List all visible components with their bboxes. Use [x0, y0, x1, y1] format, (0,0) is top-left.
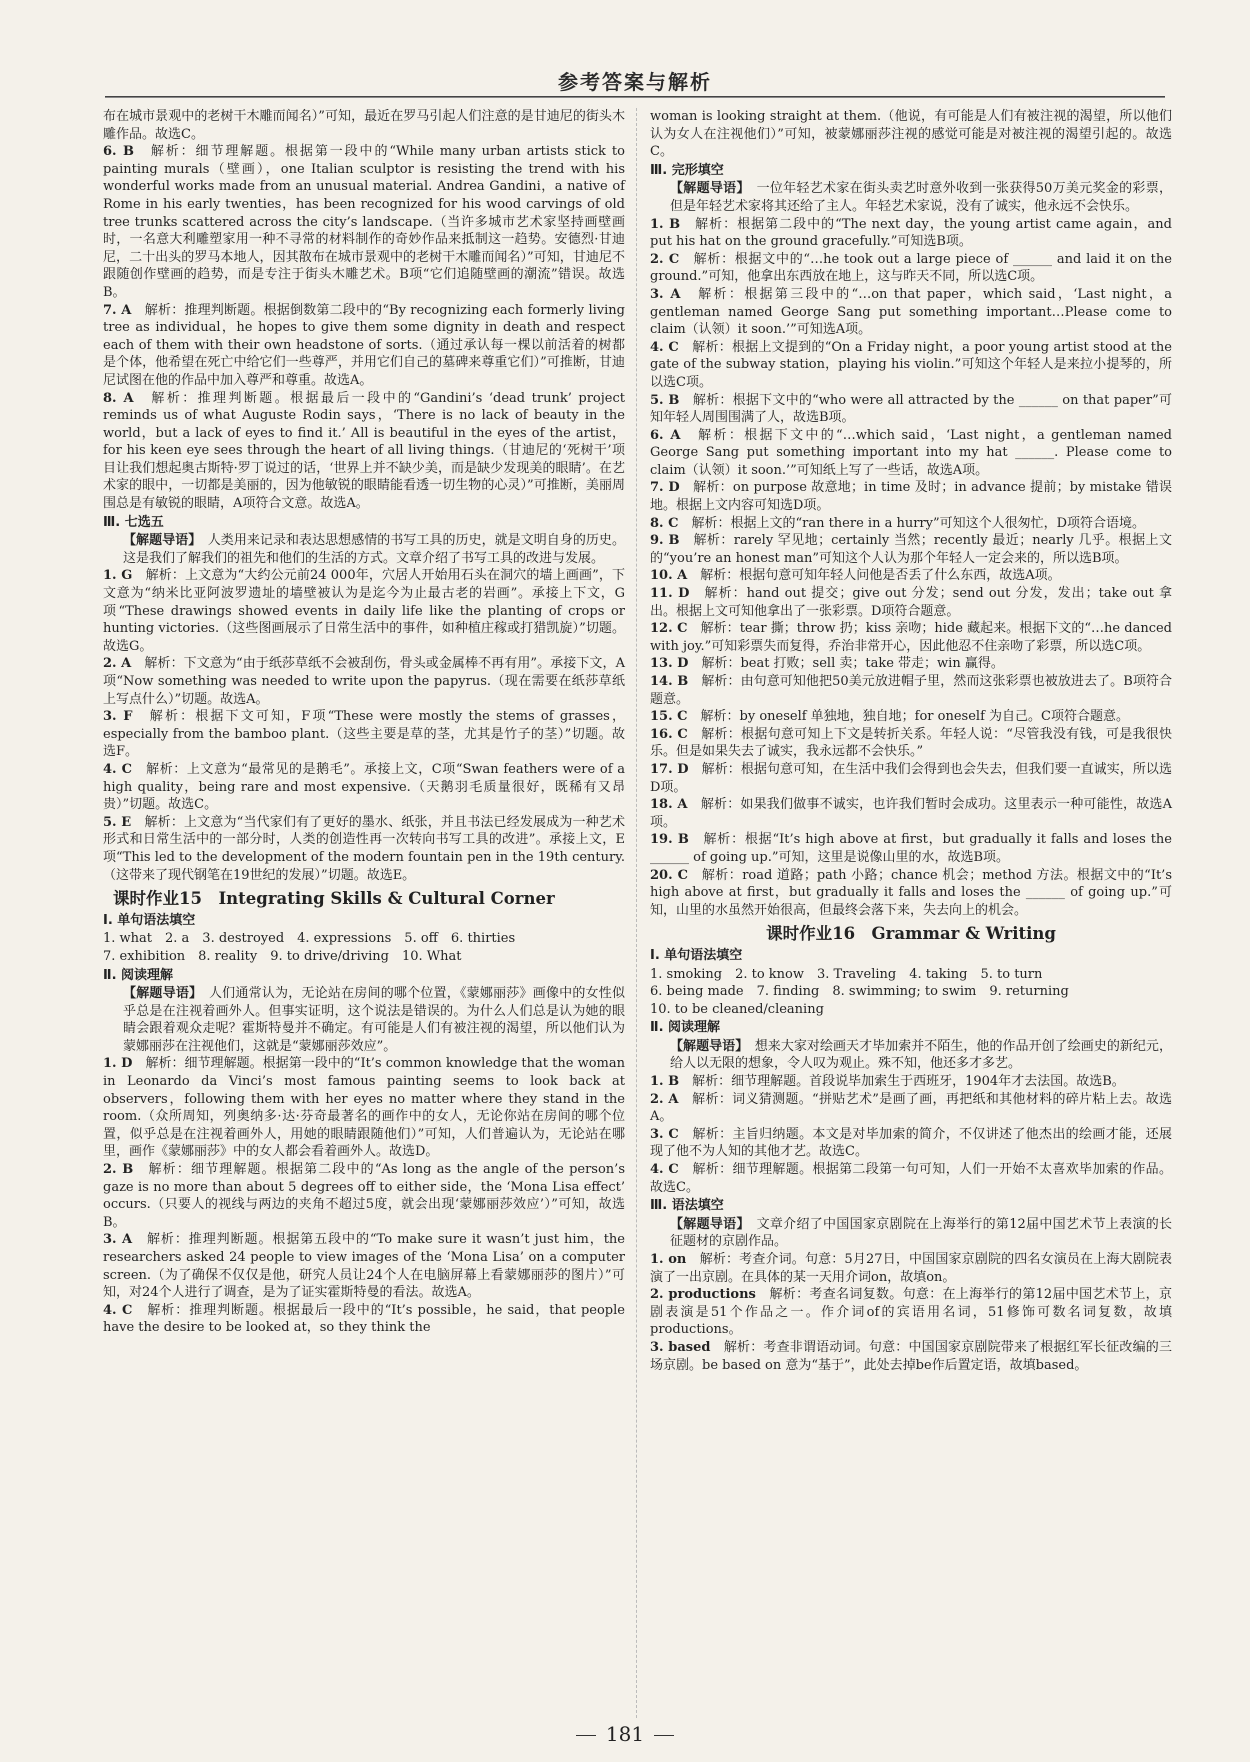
answer-item	[650, 1161, 1172, 1196]
answer-explanation: 解析：细节理解题。根据第二段中的“As long as the angle of the person’s gaze is no more than about 5 degrees off to either side，the ‘Mona Lisa effect’ occurs.（只要人的视线与两边的夹角不超过5度，就会出现‘蒙娜丽莎效应’）”可知，故选B。	[103, 1162, 625, 1230]
column-divider	[636, 108, 637, 1718]
solution-guide	[650, 180, 1172, 215]
answer-key: 12. C	[650, 621, 688, 637]
answer-key: 18. A	[650, 797, 688, 813]
answer-explanation: 解析：细节理解题。根据第二段第一句可知，人们一开始不太喜欢毕加索的作品。故选C。	[650, 1162, 1172, 1195]
answer-explanation: 解析：根据句意可知，在生活中我们会得到也会失去，但我们要一直诚实，所以选D项。	[650, 761, 1172, 795]
answer-explanation: 解析：根据下文中的“who were all attracted by the ______ on that paper”可知年轻人周围围满了人，故选B项。	[650, 392, 1172, 426]
answer-explanation: 解析：by oneself 单独地，独自地；for oneself 为自己。C项符合题意。	[700, 709, 1129, 725]
section-heading: Ⅲ. 完形填空	[650, 162, 724, 178]
answer-item	[650, 620, 1172, 655]
answer-explanation: 解析：下文意为“由于纸莎草纸不会被刮伤，骨头或金属棒不再有用”。承接下文，A项“Now something was needed to write upon the papyrus.（现在需要在纸莎草纸上写点什么）”切题。故选A。	[103, 656, 625, 707]
page-footer	[0, 1722, 1250, 1746]
answer-explanation: 解析：细节理解题。根据第一段中的“While many urban artists stick to painting murals（壁画），one Italian sculptor is resisting the trend with his wonderful works made from an unusual material. Andrea Gandini，a native of Rome in his early twenties，has been recognized for his wood carvings of old tree trunks scattered across the city’s landscape.（当许多城市艺术家坚持画壁画时，一名意大利雕塑家用一种不寻常的材料制作的奇妙作品来抵制这一趋势。安德烈·甘迪尼，二十出头的罗马本地人，因其散布在城市景观中的老树干木雕而闻名）”可知，甘迪尼不跟随创作壁画的趋势，而是专注于街头木雕艺术。B项“它们追随壁画的潮流”错误。故选B。	[103, 144, 625, 300]
answer-key: 4. C	[650, 1162, 679, 1178]
answer-item	[650, 479, 1172, 514]
answer-key: 10. A	[650, 568, 688, 584]
answer-item	[103, 1055, 625, 1161]
guide-text: 人们通常认为，无论站在房间的哪个位置，《蒙娜丽莎》画像中的女性似乎总是在注视着画外人。但事实证明，这个说法是错误的。为什么人们总是认为她的眼睛会跟着观众走呢？霍斯特曼并不确定。有可能是人们有被注视的渴望，所以他们认为蒙娜丽莎在注视他们，这就是“蒙娜丽莎效应”。	[123, 986, 625, 1054]
answer-explanation: 解析：词义猜测题。“拼贴艺术”是画了画，再把纸和其他材料的碎片粘上去。故选A。	[650, 1091, 1173, 1125]
answer-explanation: 解析：根据“It’s high above at first，but gradually it falls and loses the ______ of going up.”可知，这里是说像山里的水，故选B项。	[650, 832, 1172, 865]
answer-key: 6. B	[103, 144, 134, 160]
answer-item	[650, 251, 1172, 286]
answer-key: 4. C	[103, 1302, 133, 1318]
answer-item	[650, 532, 1172, 567]
answer-item	[103, 708, 625, 761]
solution-guide	[650, 1038, 1172, 1073]
text-paragraph: 7. exhibition 8. reality 9. to drive/driving 10. What	[103, 948, 462, 964]
page-number: 181	[605, 1722, 645, 1746]
answer-item	[650, 427, 1172, 480]
answer-key: 16. C	[650, 726, 688, 742]
answer-key: 5. E	[103, 814, 132, 830]
answer-explanation: 解析：考查非谓语动词。句意：中国国家京剧院带来了根据红军长征改编的三场京剧。be based on 意为“基于”，此处去掉be作后置定语，故填based。	[650, 1339, 1172, 1373]
answer-explanation: 解析：根据上文的“ran there in a hurry”可知这个人很匆忙，D项符合语境。	[691, 515, 1146, 531]
answer-key: 19. B	[650, 832, 689, 848]
answer-key: 5. B	[650, 392, 680, 408]
guide-label: 【解题导语】	[670, 1216, 744, 1232]
section-heading: Ⅲ. 七选五	[103, 514, 164, 530]
answer-key: 7. A	[103, 302, 132, 318]
answer-key: 15. C	[650, 709, 688, 725]
section-heading: Ⅲ. 语法填空	[650, 1198, 724, 1214]
answer-explanation: 解析：推理判断题。根据最后一段中的“It’s possible，he said，that people have the desire to be looked at，so they think the	[103, 1302, 625, 1336]
answer-explanation: 解析：细节理解题。首段说毕加索生于西班牙，1904年才去法国。故选B。	[692, 1074, 1125, 1090]
answer-explanation: 解析：考查介词。句意：5月27日，中国国家京剧院的四名女演员在上海大剧院表演了一出京剧。在具体的某一天用介词on，故填on。	[650, 1252, 1172, 1285]
answer-explanation: 解析：rarely 罕见地；certainly 当然；recently 最近；nearly 几乎。根据上文的“you’re an honest man”可知这个人认为那个年轻人一定会来的，所以选B项。	[650, 533, 1172, 566]
solution-guide	[103, 985, 625, 1055]
answer-explanation: 解析：由句意可知他把50美元放进帽子里，然而这张彩票也被放进去了。B项符合题意。	[650, 674, 1172, 707]
left-column	[103, 108, 625, 1337]
section-heading: Ⅱ. 阅读理解	[650, 1020, 721, 1036]
answer-explanation: 解析：上文意为“最常见的是鹅毛”。承接上文，C项“Swan feathers were of a high quality，being rare and most expensive.（天鹅羽毛质量很好，既稀有又昂贵）”切题。故选C。	[103, 761, 625, 813]
answer-key: 3. F	[103, 709, 133, 725]
answer-key: 20. C	[650, 867, 688, 883]
answer-explanation: 解析：考查名词复数。句意：在上海举行的第12届中国艺术节上，京剧表演是51个作品之一。作介词of的宾语用名词，51修饰可数名词复数，故填productions。	[650, 1287, 1172, 1338]
answer-key: 4. C	[650, 339, 679, 355]
section-heading: Ⅱ. 阅读理解	[103, 967, 174, 983]
answer-key: 3. C	[650, 1126, 679, 1142]
answer-key: 1. G	[103, 568, 133, 584]
answer-key: 14. B	[650, 674, 689, 689]
answer-item	[650, 831, 1172, 866]
answer-item	[103, 1302, 625, 1337]
answer-key: 13. D	[650, 656, 689, 672]
answer-key: 2. A	[103, 656, 132, 672]
answer-item	[103, 143, 625, 301]
text-paragraph: 6. being made 7. finding 8. swimming; to swim 9. returning	[650, 984, 1069, 1000]
page-header	[105, 66, 1165, 100]
answer-key: 3. based	[650, 1339, 711, 1355]
text-paragraph: 10. to be cleaned/cleaning	[650, 1001, 824, 1017]
answer-item	[650, 585, 1172, 620]
answer-explanation: 解析：推理判断题。根据第五段中的“To make sure it wasn’t just him，the researchers asked 24 people to view images of the ‘Mona Lisa’ on a computer screen.（为了确保不仅仅是他，研究人员让24个人在电脑屏幕上看蒙娜丽莎的图片）”可知，对24个人进行了调查，是为了证实霍斯特曼的看法。故选A。	[103, 1232, 625, 1301]
guide-label: 【解题导语】	[670, 1038, 742, 1054]
answer-key: 17. D	[650, 761, 689, 777]
answer-key: 1. on	[650, 1252, 687, 1267]
page-title: 参考答案与解析	[558, 70, 712, 94]
answer-item	[650, 726, 1172, 761]
answer-item	[650, 708, 1172, 726]
guide-text: 人类用来记录和表达思想感情的书写工具的历史，就是文明自身的历史。这是我们了解我们的祖先和他们的生活的方式。文章介绍了书写工具的改进与发展。	[123, 533, 625, 566]
answer-item	[650, 515, 1172, 533]
answer-item	[103, 302, 625, 390]
lesson-title: 课时作业15 Integrating Skills & Cultural Corner	[113, 889, 555, 909]
answer-explanation: 解析：根据句意可知年轻人问他是否丢了什么东西，故选A项。	[700, 568, 1061, 584]
answer-explanation: 解析：根据句意可知上下文是转折关系。年轻人说：“尽管我没有钱，可是我很快乐。但是如果失去了诚实，我永远都不会快乐。”	[650, 726, 1172, 760]
answer-item	[103, 1161, 625, 1231]
answer-key: 6. A	[650, 427, 681, 443]
answer-key: 2. productions	[650, 1287, 756, 1303]
answer-explanation: 解析：细节理解题。根据第一段中的“It’s common knowledge that the woman in Leonardo da Vinci’s most famous painting seems to look back at observers，following them with her eyes no matter where they stand in the room.（众所周知，列奥纳多·达·芬奇最著名的画作中的女人，无论你站在房间的哪个位置，似乎总是在注视着画外人，用她的眼睛跟随他们）”可知，人们普遍认为，无论站在哪里，画作《蒙娜丽莎》中的女人都会看着画外人。故选D。	[103, 1056, 625, 1160]
header-rule	[105, 96, 1165, 98]
answer-key: 2. A	[650, 1091, 679, 1107]
answer-item	[650, 392, 1172, 427]
answer-key: 1. D	[103, 1056, 133, 1072]
answer-explanation: 解析：hand out 提交；give out 分发；send out 分发，发出；take out 拿出。根据上文可知他拿出了一张彩票。D项符合题意。	[650, 586, 1172, 619]
answer-explanation: 解析：on purpose 故意地；in time 及时；in advance 提前；by mistake 错误地。根据上文内容可知选D项。	[650, 480, 1172, 514]
answer-explanation: 解析：road 道路；path 小路；chance 机会；method 方法。根据文中的“It’s high above at first，but gradually it falls and loses the ______ of going up.”可知，山里的水虽然开始很高，但最终会落下来，失去向上的机会。	[650, 867, 1172, 918]
answer-item	[103, 814, 625, 884]
answer-item	[103, 390, 625, 513]
answer-explanation: 解析：根据下文中的“…which said，‘Last night，a gentleman named George Sang put something important into my hat ______. Please come to claim（认领）it soon.’”可知纸上写了一些话，故选A项。	[650, 427, 1172, 478]
answer-item	[103, 761, 625, 814]
text-paragraph: 布在城市景观中的老树干木雕而闻名）”可知，最近在罗马引起人们注意的是甘迪尼的街头木雕作品。故选C。	[103, 109, 625, 142]
answer-explanation: 解析：如果我们做事不诚实，也许我们暂时会成功。这里表示一种可能性，故选A项。	[650, 797, 1172, 830]
answer-explanation: 解析：根据文中的“…he took out a large piece of ______ and laid it on the ground.”可知，他拿出东西放在地上，这与昨天不同，所以选C项。	[650, 251, 1172, 285]
answer-explanation: 解析：上文意为“大约公元前24 000年，穴居人开始用石头在洞穴的墙上画画”，下文意为“纳米比亚阿波罗遗址的墙壁被认为是迄今为止最古老的岩画”。承接上下文，G项“These drawings showed events in daily life like the planting of crops or hunting victories.（这些图画展示了日常生活中的事件，如种植庄稼或打猎凯旋）”切题。故选G。	[103, 568, 625, 654]
answer-key: 8. A	[103, 390, 134, 406]
answer-key: 7. D	[650, 480, 680, 496]
answer-item	[650, 867, 1172, 920]
answer-item	[650, 1091, 1172, 1126]
answer-item	[103, 567, 625, 655]
answer-key: 9. B	[650, 533, 680, 549]
answer-item	[650, 339, 1172, 392]
answer-item	[103, 1231, 625, 1301]
answer-item	[650, 567, 1172, 585]
answer-explanation: 解析：tear 撕；throw 扔；kiss 亲吻；hide 藏起来。根据下文的“…he danced with joy.”可知彩票失而复得，乔治非常开心，因此他忍不住亲吻了彩票，所以选C项。	[650, 621, 1172, 654]
lesson-title: 课时作业16 Grammar & Writing	[766, 924, 1056, 944]
answer-explanation: 解析：推理判断题。根据倒数第二段中的“By recognizing each formerly living tree as individual，he hopes to give them some dignity in death and respect each of them with their own headstone of sorts.（通过承认每一棵以前活着的树都是个体，他希望在死亡中给它们一些尊严，并用它们自己的墓碑来尊重它们）”可推断，甘迪尼试图在他的作品中加入尊严和尊重。故选A。	[103, 302, 625, 388]
answer-key: 2. C	[650, 251, 680, 267]
answer-item	[650, 1251, 1172, 1286]
guide-text: 一位年轻艺术家在街头卖艺时意外收到一张获得50万美元奖金的彩票，但是年轻艺术家将其还给了主人。年轻艺术家说，没有了诚实，他永远不会快乐。	[670, 181, 1172, 214]
guide-text: 想来大家对绘画天才毕加索并不陌生，他的作品开创了绘画史的新纪元，给人以无限的想象，令人叹为观止。殊不知，他还多才多艺。	[670, 1038, 1172, 1072]
answer-key: 11. D	[650, 586, 690, 602]
answer-key: 4. C	[103, 761, 133, 777]
answer-item	[650, 1073, 1172, 1091]
answer-item	[650, 655, 1172, 673]
guide-label: 【解题导语】	[123, 533, 195, 549]
right-column	[650, 108, 1172, 1374]
answer-explanation: 解析：根据下文可知，F项“These were mostly the stems of grasses，especially from the bamboo plant.（这些主要是草的茎，尤其是竹子的茎）”切题。故选F。	[103, 709, 625, 760]
answer-explanation: 解析：根据上文提到的“On a Friday night，a poor young artist stood at the gate of the subway station，playing his violin.”可知这个年轻人是来拉小提琴的，所以选C项。	[650, 339, 1172, 390]
answer-item	[650, 673, 1172, 708]
section-heading: Ⅰ. 单句语法填空	[650, 947, 743, 963]
answer-explanation: 解析：上文意为“当代家们有了更好的墨水、纸张，并且书法已经发展成为一种艺术形式和日常生活中的一部分时，人类的创造性再一次转向书写工具的改进”。承接上文，E项“This led to the development of the modern fountain pen in the 19th century.（这带来了现代钢笔在19世纪的发展）”切题。故选E。	[103, 814, 625, 883]
solution-guide	[103, 532, 625, 567]
answer-item	[650, 1126, 1172, 1161]
answer-item	[650, 216, 1172, 251]
answer-explanation: 解析：根据第三段中的“…on that paper，which said，‘Last night，a gentleman named George Sang put something important…Please come to claim（认领）it soon.’”可知选A项。	[650, 286, 1172, 338]
answer-item	[650, 286, 1172, 339]
answer-explanation: 解析：主旨归纳题。本文是对毕加索的简介，不仅讲述了他杰出的绘画才能，还展现了他不为人知的其他才艺。故选C。	[650, 1126, 1172, 1160]
answer-item	[650, 1339, 1172, 1374]
answer-key: 3. A	[650, 286, 681, 302]
answer-key: 2. B	[103, 1162, 134, 1178]
answer-explanation: 解析：推理判断题。根据最后一段中的“Gandini’s ‘dead trunk’ project reminds us of what Auguste Rodin says，‘There is no lack of beauty in the world，but a lack of eyes to find it.’ All is beautiful in the eyes of the artist，for his keen eye sees through the heart of all living things.（甘迪尼的‘死树干’项目让我们想起奥古斯特·罗丁说过的话，‘世界上并不缺少美，而是缺少发现美的眼睛’。在艺术家的眼中，一切都是美丽的，因为他敏锐的眼睛能看透一切生物的心灵）”可推断，美丽周围总是有敏锐的眼睛，A项符合文意。故选A。	[103, 390, 625, 512]
section-heading: Ⅰ. 单句语法填空	[103, 912, 196, 928]
answer-key: 1. B	[650, 216, 681, 232]
answer-key: 3. A	[103, 1232, 133, 1248]
guide-text: 文章介绍了中国国家京剧院在上海举行的第12届中国艺术节上表演的长征题材的京剧作品。	[670, 1216, 1172, 1250]
text-paragraph: woman is looking straight at them.（他说，有可能是人们有被注视的渴望，所以他们认为女人在注视他们）”可知，被蒙娜丽莎注视的感觉可能是对被注视的渴望引起的。故选C。	[650, 109, 1172, 160]
guide-label: 【解题导语】	[123, 986, 196, 1002]
guide-label: 【解题导语】	[670, 181, 744, 197]
text-paragraph: 1. smoking 2. to know 3. Traveling 4. taking 5. to turn	[650, 966, 1043, 982]
solution-guide	[650, 1216, 1172, 1251]
answer-item	[103, 655, 625, 708]
answer-explanation: 解析：beat 打败；sell 卖；take 带走；win 赢得。	[701, 656, 1004, 672]
answer-item	[650, 761, 1172, 796]
answer-item	[650, 1286, 1172, 1339]
answer-explanation: 解析：根据第二段中的“The next day，the young artist came again，and put his hat on the ground gracefully.”可知选B项。	[650, 216, 1172, 250]
answer-item	[650, 796, 1172, 831]
answer-key: 1. B	[650, 1074, 680, 1090]
answer-key: 8. C	[650, 515, 679, 531]
text-paragraph: 1. what 2. a 3. destroyed 4. expressions 5. off 6. thirties	[103, 931, 516, 947]
